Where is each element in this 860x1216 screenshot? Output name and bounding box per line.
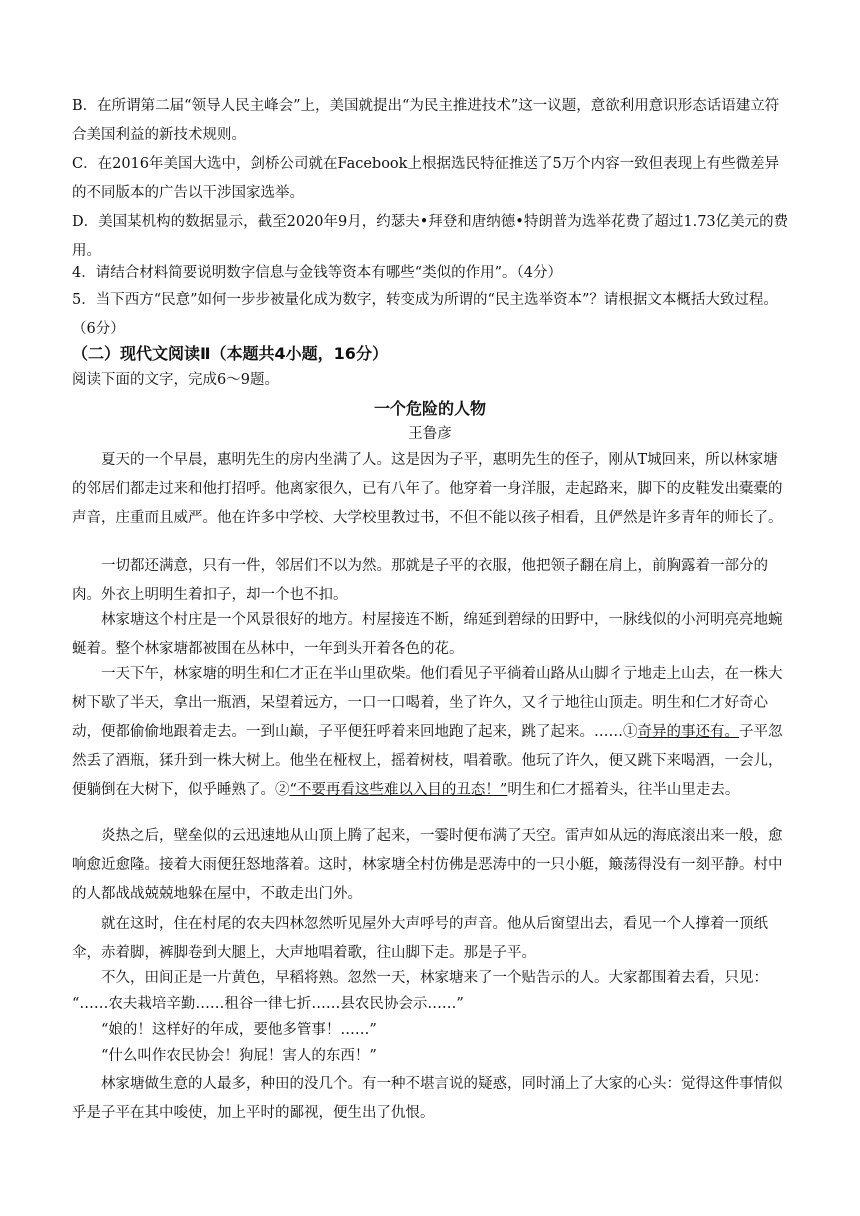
section-heading: （二）现代文阅读Ⅱ（本题共4小题，16分） [72,344,388,363]
paragraph-1: 夏天的一个早晨，惠明先生的房内坐满了人。这是因为子平，惠明先生的侄子，刚从T城回来，所以林家塘的邻居们都走过来和他打招呼。他离家很久，已有八年了。他穿着一身洋服，走起路来，脚下的皮鞋发出橐橐的声音，庄重而且威严。他在许多中学校、大学校里教过书，不但不能以孩子相看，且俨然是许多青年的师长了。 [72,452,783,526]
option-d: D．美国某机构的数据显示，截至2020年9月，约瑟夫•拜登和唐纳德•特朗普为选举花费了超过1.73亿美元的费用。 [72,214,789,259]
underlined-phrase-2: “不要再看这些难以入目的丑态！” [289,782,508,798]
paragraph-3: 林家塘这个村庄是一个风景很好的地方。村屋接连不断，绵延到碧绿的田野中，一脉线似的小河明亮亮地蜿蜒着。整个林家塘都被围在丛林中，一年到头开着各色的花。 [72,612,783,657]
paragraph-4 [72,660,792,805]
paragraph-4-part-1: 一天下午，林家塘的明生和仁才正在半山里砍柴。他们看见子平徜着山路从山脚彳亍地走上山去，在一株大树下歇了半天，拿出一瓶酒，呆望着远方，一口一口喝着，坐了许久，又彳亍地往山顶走。明生和仁才好奇心动，便都偷偷地跟着走去。一到山巅，子平便狂呼着来回地跑了起来，跳了起来。……① [72,666,783,740]
article-author: 王鲁彦 [408,426,452,442]
question-4: 4．请结合材料简要说明数字信息与金钱等资本有哪些“类似的作用”。（4分） [72,265,563,281]
notice-text: “……农夫栽培辛勤……租谷一律七折……县农民协会示……” [72,996,464,1012]
paragraph-5: 炎热之后，壁垒似的云迅速地从山顶上腾了起来，一霎时便布满了天空。雷声如从远的海底滚出来一般，愈响愈近愈隆。接着大雨便狂怒地落着。这时，林家塘全村仿佛是恶涛中的一只小艇，簸荡得没有一刻平静。村中的人都战战兢兢地躲在屋中，不敢走出门外。 [72,828,783,902]
underlined-phrase-1: 奇异的事还有。 [637,724,739,740]
option-b: B．在所谓第二届“领导人民主峰会”上，美国就提出“为民主推进技术”这一议题，意欲利用意识形态话语建立符合美国利益的新技术规则。 [72,98,780,143]
paragraph-6: 就在这时，住在村尾的农夫四林忽然听见屋外大声呼号的声音。他从后窗望出去，看见一个人撑着一顶纸伞，赤着脚，裤脚卷到大腿上，大声地唱着歌，往山脚下走。那是子平。 [72,916,768,961]
quote-1: “娘的！这样好的年成，要他多管事！……” [101,1022,377,1038]
section-instruction: 阅读下面的文字，完成6～9题。 [72,372,279,388]
paragraph-7: 不久，田间正是一片黄色，早稻将熟。忽然一天，林家塘来了一个贴告示的人。大家都围着去看，只见： [101,970,768,986]
paragraph-4-part-3: 明生和仁才摇着头，往半山里走去。 [507,782,740,798]
paragraph-4-part-2: 子平忽然丢了酒瓶，猱升到一株大树上。他坐在桠杈上，摇着树枝，唱着歌。他玩了许久，便又跳下来喝酒，一会儿，便躺倒在大树下，似乎睡熟了。② [72,724,783,798]
option-c: C．在2016年美国大选中，剑桥公司就在Facebook上根据选民特征推送了5万个内容一致但表现上有些微差异的不同版本的广告以干涉国家选举。 [72,156,780,201]
paragraph-2: 一切都还满意，只有一件，邻居们不以为然。那就是子平的衣服，他把领子翻在肩上，前胸露着一部分的肉。外衣上明明生着扣子，却一个也不扣。 [72,558,768,603]
quote-2: “什么叫作农民协会！狗屁！害人的东西！” [101,1048,377,1064]
paragraph-8: 林家塘做生意的人最多，种田的没几个。有一种不堪言说的疑惑，同时涌上了大家的心头：觉得这件事情似乎是子平在其中唆使，加上平时的鄙视，便生出了仇恨。 [72,1076,783,1121]
article-title: 一个危险的人物 [373,399,486,418]
question-5: 5．当下西方“民意”如何一步步被量化成为数字，转变成为所谓的“民主选举资本”？请根据文本概括大致过程。（6分） [72,292,778,337]
